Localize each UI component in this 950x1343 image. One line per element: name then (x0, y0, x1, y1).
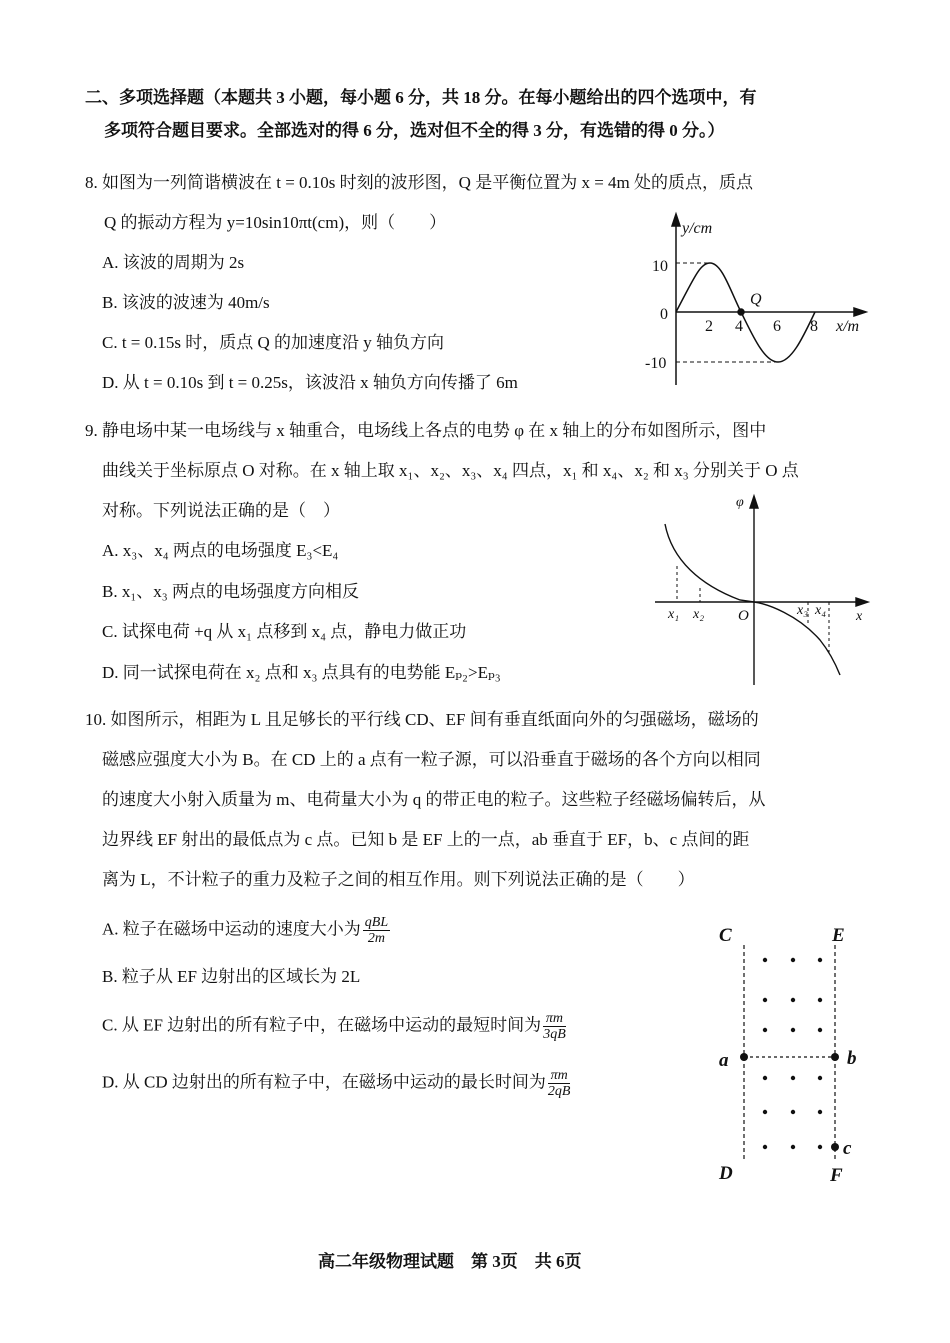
denominator: 2qB (547, 1084, 571, 1099)
field-dot (818, 1110, 822, 1114)
field-dot (818, 1076, 822, 1080)
numerator: qBL (364, 915, 389, 930)
label-x2: x₂ (693, 607, 705, 622)
q8-option-a: A. 该波的周期为 2s (102, 253, 245, 272)
field-dot (818, 998, 822, 1002)
denominator: 3qB (543, 1027, 566, 1042)
point-b (831, 1053, 839, 1061)
y-axis-arrow (672, 214, 680, 226)
label-x3: x₃ (797, 603, 809, 618)
denominator: 2m (367, 931, 386, 946)
label-q: Q (750, 291, 762, 308)
q9-option-d: D. 同一试探电荷在 x₂ 点和 x₃ 点具有的电势能 Eₚ₂>Eₚ₃ (102, 663, 501, 682)
q10-stem-line3: 的速度大小射入质量为 m、电荷量大小为 q 的带正电的粒子。这些粒子经磁场偏转后，从 (102, 790, 766, 809)
x-label: x (856, 609, 863, 624)
q9-option-c: C. 试探电荷 +q 从 x₁ 点移到 x₄ 点，静电力做正功 (102, 622, 467, 641)
section-header-line2: 多项符合题目要求。全部选对的得 6 分，选对但不全的得 3 分，有选错的得 0 分。） (104, 121, 725, 140)
numerator: πm (543, 1011, 566, 1027)
section-header-line1: 二、多项选择题（本题共 3 小题，每小题 6 分，共 18 分。在每小题给出的四个选项中，有 (85, 88, 757, 107)
q10-stem-line2: 磁感应强度大小为 B。在 CD 上的 a 点有一粒子源，可以沿垂直于磁场的各个方向以相同 (102, 750, 761, 769)
label-e: E (832, 925, 845, 946)
option-text: A. 粒子在磁场中运动的速度大小为 (102, 919, 361, 939)
field-dot (818, 1145, 822, 1149)
q10-stem-line1: 10. 如图所示，相距为 L 且足够长的平行线 CD、EF 间有垂直纸面向外的匀强磁场，磁场的 (85, 710, 759, 729)
field-dot (791, 998, 795, 1002)
field-dot (791, 1110, 795, 1114)
q10-stem-line4: 边界线 EF 射出的最低点为 c 点。已知 b 是 EF 上的一点，ab 垂直于 EF，b、c 点间的距 (102, 830, 750, 849)
tick-x: 6 (773, 318, 781, 335)
q8-stem-line2: Q 的振动方程为 y=10sin10πt(cm)，则（ ） (104, 213, 447, 232)
page-footer: 高二年级物理试题 第 3页 共 6页 (318, 1252, 582, 1271)
x-axis-label: x/m (836, 318, 860, 335)
label-d: D (719, 1163, 733, 1184)
label-x1: x₁ (668, 607, 680, 622)
q9-option-b: B. x₁、x₃ 两点的电场强度方向相反 (102, 582, 359, 601)
wave-figure (672, 214, 866, 385)
field-dot (763, 1028, 767, 1032)
y-axis-label: y/cm (682, 220, 713, 237)
label-a: a (719, 1050, 729, 1071)
label-b: b (847, 1048, 857, 1069)
field-dot (791, 958, 795, 962)
q9-stem-line1: 9. 静电场中某一电场线与 x 轴重合，电场线上各点的电势 φ 在 x 轴上的分布如图所示，图中 (85, 421, 767, 440)
q9-stem-line3: 对称。下列说法正确的是（ ） (102, 501, 340, 520)
q8-stem-line1: 8. 如图为一列简谐横波在 t = 0.10s 时刻的波形图，Q 是平衡位置为 x = 4m 处的质点，质点 (85, 173, 754, 192)
field-dot (763, 1076, 767, 1080)
label-c: c (843, 1138, 852, 1159)
phi-label: φ (736, 495, 744, 510)
x-axis-arrow (854, 308, 866, 316)
field-dot (763, 1145, 767, 1149)
label-c-upper: C (719, 925, 732, 946)
point-c (831, 1143, 839, 1151)
field-dot (791, 1076, 795, 1080)
field-figure (744, 945, 835, 1160)
label-f: F (830, 1165, 843, 1186)
tick-neg10: -10 (645, 355, 667, 372)
q8-option-c: C. t = 0.15s 时，质点 Q 的加速度沿 y 轴负方向 (102, 333, 445, 352)
field-dot (818, 1028, 822, 1032)
field-dot (791, 1028, 795, 1032)
point-q (738, 309, 744, 315)
q8-option-d: D. 从 t = 0.10s 到 t = 0.25s，该波沿 x 轴负方向传播了 6m (102, 373, 518, 392)
tick-x: 2 (705, 318, 713, 335)
field-dot (818, 958, 822, 962)
field-dot (763, 998, 767, 1002)
option-text: C. 从 EF 边射出的所有粒子中，在磁场中运动的最短时间为 (102, 1015, 542, 1035)
q9-stem-line2: 曲线关于坐标原点 O 对称。在 x 轴上取 x₁、x₂、x₃、x₄ 四点，x₁ 和 x₄、x₂ 和 x₃ 分别关于 O 点 (102, 461, 799, 480)
tick-x: 8 (810, 318, 818, 335)
q10-stem-line5: 离为 L，不计粒子的重力及粒子之间的相互作用。则下列说法正确的是（ ） (102, 870, 695, 889)
tick-0: 0 (660, 306, 668, 323)
tick-10: 10 (652, 258, 668, 275)
field-dot (763, 1110, 767, 1114)
label-x4: x₄ (815, 603, 827, 618)
label-origin: O (738, 608, 749, 624)
tick-x: 4 (735, 318, 743, 335)
option-text: D. 从 CD 边射出的所有粒子中，在磁场中运动的最长时间为 (102, 1072, 546, 1092)
field-dots (763, 958, 822, 1149)
q9-option-a: A. x₃、x₄ 两点的电场强度 E₃<E₄ (102, 541, 339, 560)
field-dot (763, 958, 767, 962)
potential-figure (655, 496, 868, 685)
field-dot (791, 1145, 795, 1149)
numerator: πm (548, 1068, 571, 1084)
point-a (740, 1053, 748, 1061)
q10-option-b: B. 粒子从 EF 边射出的区域长为 2L (102, 967, 361, 986)
q8-option-b: B. 该波的波速为 40m/s (102, 293, 270, 312)
